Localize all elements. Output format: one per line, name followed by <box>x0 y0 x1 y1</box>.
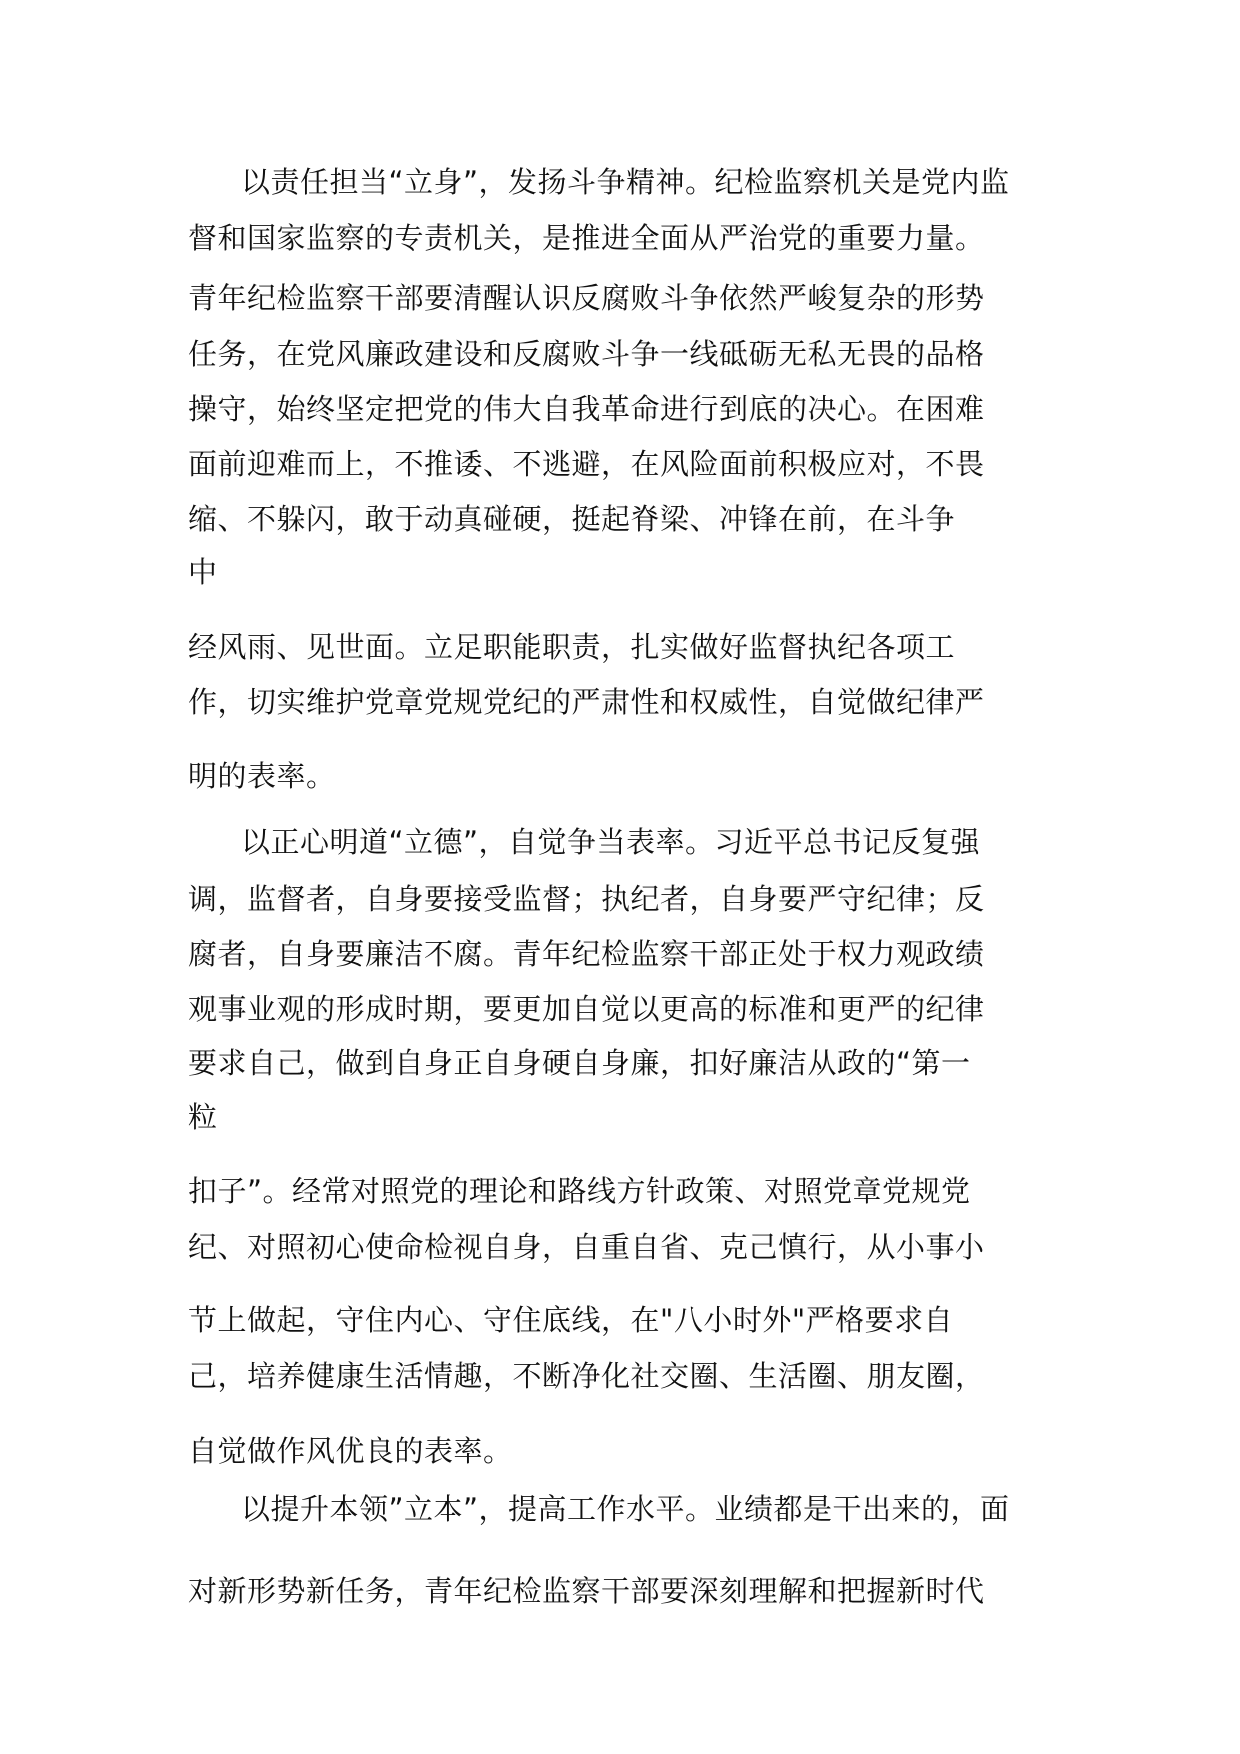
text-line: 缩、不躲闪，敢于动真碰硬，挺起脊梁、冲锋在前，在斗争 <box>188 502 956 536</box>
text-line: 作，切实维护党章党规党纪的严肃性和权威性，自觉做纪律严 <box>188 685 985 719</box>
text-line: 督和国家监察的专责机关，是推进全面从严治党的重要力量。 <box>188 221 985 255</box>
text-line: 粒 <box>188 1100 218 1134</box>
text-line: 青年纪检监察干部要清醒认识反腐败斗争依然严峻复杂的形势 <box>188 281 985 315</box>
text-line: 调，监督者，自身要接受监督；执纪者，自身要严守纪律；反 <box>188 882 985 916</box>
text-line: 纪、对照初心使命检视自身，自重自省、克己慎行，从小事小 <box>188 1230 985 1264</box>
text-line: 中 <box>188 555 218 589</box>
text-line: 以正心明道“立德”，自觉争当表率。习近平总书记反复强 <box>241 825 981 859</box>
text-line: 己，培养健康生活情趣，不断净化社交圈、生活圈、朋友圈， <box>188 1359 985 1393</box>
text-line: 以责任担当“立身”，发扬斗争精神。纪检监察机关是党内监 <box>241 165 1010 199</box>
text-line: 节上做起，守住内心、守住底线，在"八小时外"严格要求自 <box>188 1303 954 1337</box>
text-line: 要求自己，做到自身正自身硬自身廉，扣好廉洁从政的“第一 <box>188 1046 971 1080</box>
text-line: 操守，始终坚定把党的伟大自我革命进行到底的决心。在困难 <box>188 392 985 426</box>
text-line: 扣子”。经常对照党的理论和路线方针政策、对照党章党规党 <box>188 1174 971 1208</box>
text-line: 观事业观的形成时期，要更加自觉以更高的标准和更严的纪律 <box>188 992 985 1026</box>
text-line: 自觉做作风优良的表率。 <box>188 1434 513 1468</box>
text-line: 任务，在党风廉政建设和反腐败斗争一线砥砺无私无畏的品格 <box>188 337 985 371</box>
text-line: 对新形势新任务，青年纪检监察干部要深刻理解和把握新时代 <box>188 1574 985 1608</box>
text-line: 经风雨、见世面。立足职能职责，扎实做好监督执纪各项工 <box>188 630 956 664</box>
text-line: 面前迎难而上，不推诿、不逃避，在风险面前积极应对，不畏 <box>188 447 985 481</box>
text-line: 腐者，自身要廉洁不腐。青年纪检监察干部正处于权力观政绩 <box>188 937 985 971</box>
text-line: 以提升本领”立本”，提高工作水平。业绩都是干出来的，面 <box>241 1492 1010 1526</box>
text-line: 明的表率。 <box>188 759 336 793</box>
